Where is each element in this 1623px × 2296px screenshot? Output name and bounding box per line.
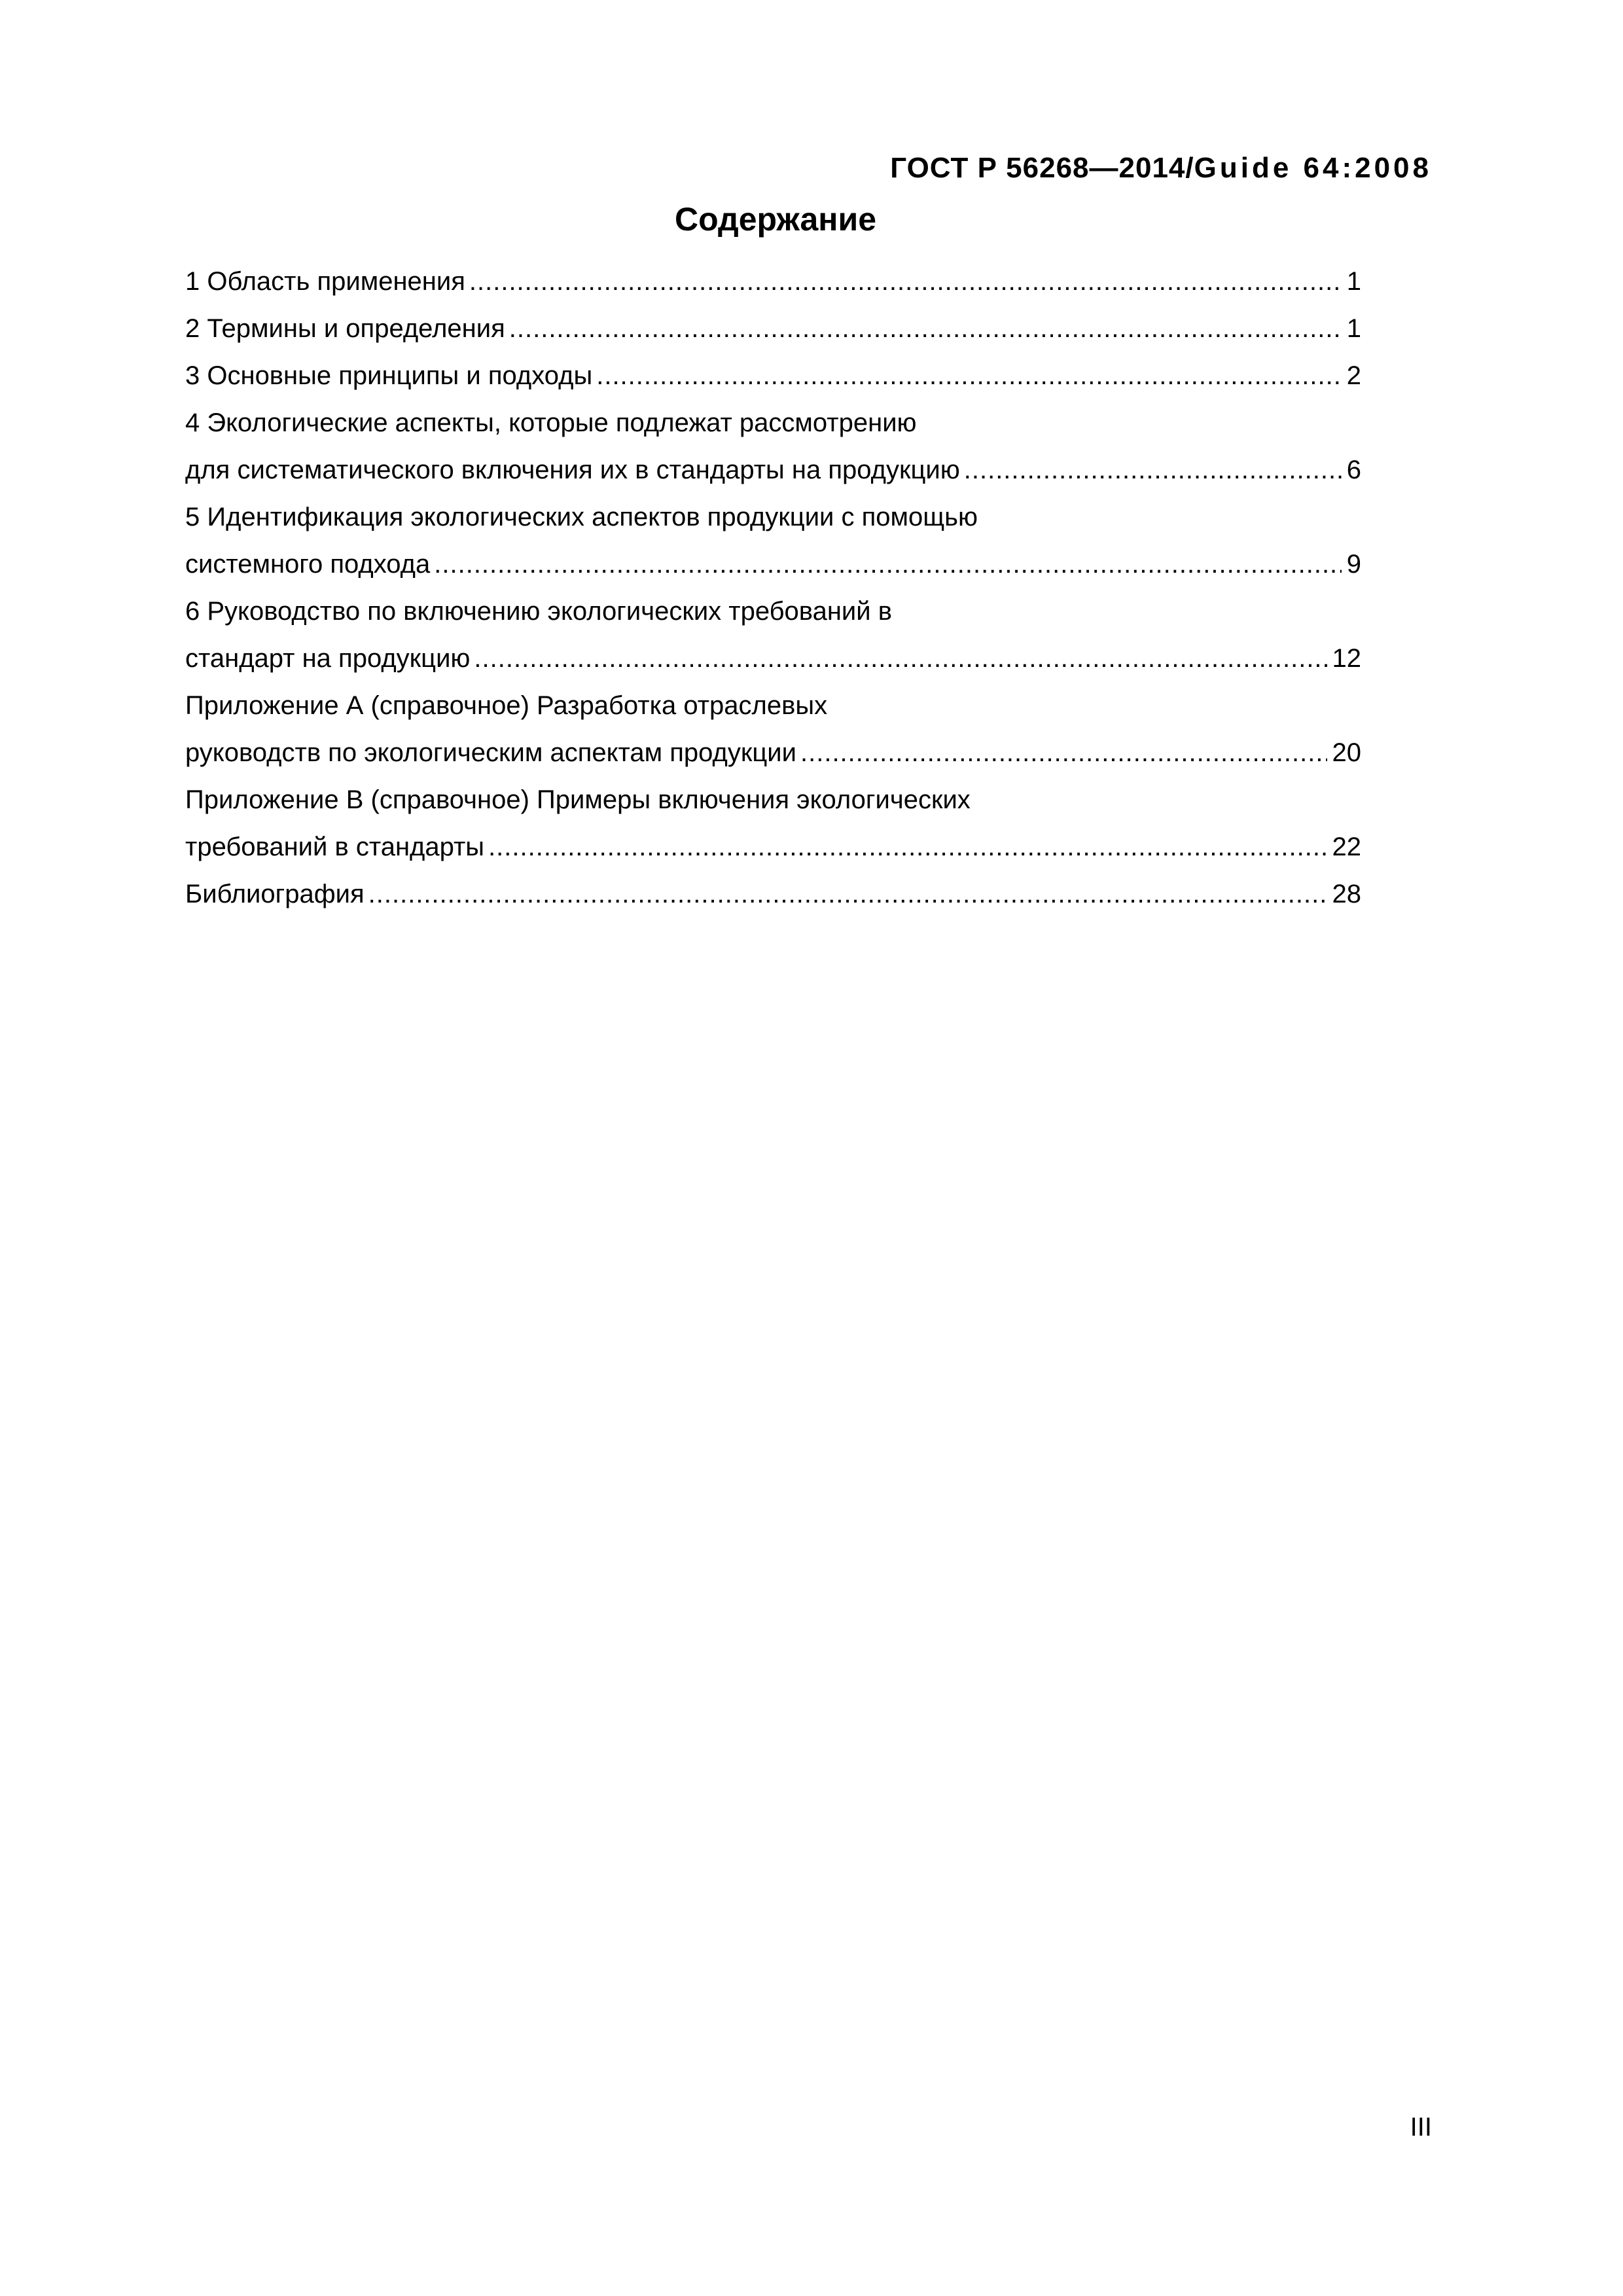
toc-entry-text: руководств по экологическим аспектам продукции (185, 738, 796, 767)
toc-entry[interactable] (185, 352, 1361, 399)
toc-entry-text: 3 Основные принципы и подходы (185, 361, 593, 390)
toc-entry[interactable] (185, 682, 1361, 776)
toc-entry-text: Приложение А (справочное) Разработка отраслевых (185, 691, 828, 720)
toc-page-number: 1 (1346, 314, 1361, 343)
toc-entry-text: 1 Область применения (185, 267, 465, 296)
toc-entry-text: системного подхода (185, 550, 431, 579)
toc-page-number: 6 (1346, 456, 1361, 484)
toc-page-number: 20 (1332, 738, 1361, 767)
toc-entry[interactable] (185, 588, 1361, 682)
document-header (890, 152, 1432, 185)
standard-code: ГОСТ Р 56268—2014/ (890, 152, 1194, 184)
dot-leader (800, 729, 1327, 776)
table-of-contents (185, 258, 1361, 918)
toc-entry-text: требований в стандарты (185, 833, 485, 861)
toc-line (185, 258, 1361, 305)
toc-line (185, 823, 1361, 870)
toc-line (185, 682, 1361, 729)
toc-page-number: 12 (1332, 644, 1361, 673)
toc-entry-text: 6 Руководство по включению экологических требований в (185, 597, 892, 626)
toc-entry[interactable] (185, 258, 1361, 305)
toc-entry[interactable] (185, 305, 1361, 352)
page-title: Содержание (674, 201, 877, 238)
toc-line (185, 870, 1361, 918)
toc-line (185, 635, 1361, 682)
toc-line (185, 493, 1361, 541)
toc-entry-text: стандарт на продукцию (185, 644, 471, 673)
toc-line (185, 305, 1361, 352)
guide-code: Guide 64:2008 (1194, 152, 1432, 184)
toc-page-number: 9 (1346, 550, 1361, 579)
toc-entry-text: Приложение В (справочное) Примеры включения экологических (185, 785, 971, 814)
toc-entry-text: 2 Термины и определения (185, 314, 505, 343)
toc-line (185, 446, 1361, 493)
dot-leader (488, 823, 1327, 870)
dot-leader (469, 258, 1342, 305)
toc-page-number: 2 (1346, 361, 1361, 390)
dot-leader (509, 305, 1342, 352)
toc-page-number: 1 (1346, 267, 1361, 296)
toc-entry[interactable] (185, 776, 1361, 870)
toc-page-number: 22 (1332, 833, 1361, 861)
toc-page-number: 28 (1332, 880, 1361, 908)
toc-entry-text: 5 Идентификация экологических аспектов продукции с помощью (185, 503, 978, 531)
dot-leader (434, 541, 1342, 588)
dot-leader (596, 352, 1342, 399)
dot-leader (474, 635, 1327, 682)
page-number: III (1410, 2113, 1432, 2142)
toc-entry[interactable] (185, 399, 1361, 493)
dot-leader (368, 870, 1327, 918)
toc-line (185, 352, 1361, 399)
toc-entry-text: для систематического включения их в стандарты на продукцию (185, 456, 960, 484)
toc-entry-text: Библиография (185, 880, 365, 908)
toc-line (185, 729, 1361, 776)
toc-entry-text: 4 Экологические аспекты, которые подлежат рассмотрению (185, 408, 917, 437)
toc-line (185, 399, 1361, 446)
dot-leader (964, 446, 1342, 493)
toc-entry[interactable] (185, 493, 1361, 588)
toc-line (185, 776, 1361, 823)
toc-line (185, 541, 1361, 588)
toc-entry[interactable] (185, 870, 1361, 918)
toc-line (185, 588, 1361, 635)
